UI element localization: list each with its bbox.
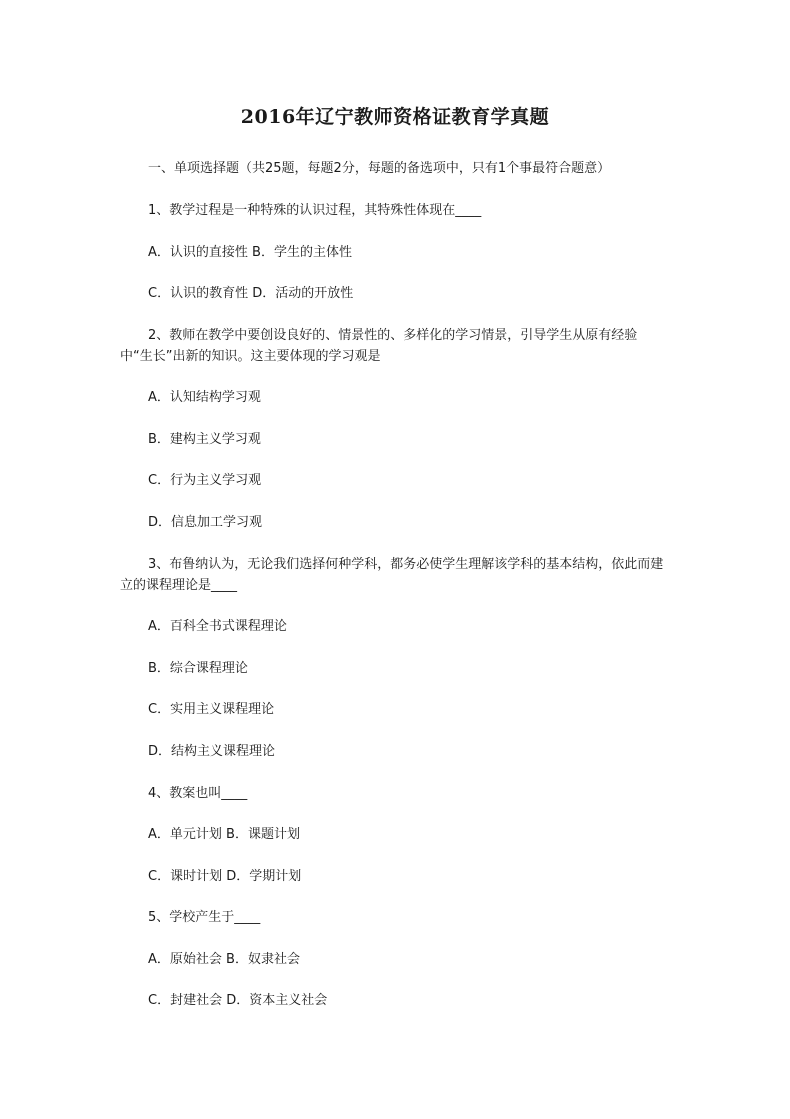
question-4-option-line-1: A．单元计划 B．课题计划 <box>148 827 300 842</box>
question-3-option-b: B．综合课程理论 <box>148 661 248 676</box>
question-4-stem: 4、教案也叫____ <box>148 786 248 801</box>
section-heading: 一、单项选择题（共25题，每题2分，每题的备选项中，只有1个事最符合题意） <box>148 161 611 176</box>
question-2-option-a: A．认知结构学习观 <box>148 390 261 405</box>
question-1-option-line-2: C．认识的教育性 D．活动的开放性 <box>148 286 354 301</box>
question-4-option-line-2: C．课时计划 D．学期计划 <box>148 869 302 884</box>
question-2-stem: 2、教师在教学中要创设良好的、情景性的、多样化的学习情景，引导学生从原有经验中“生长”出新的知识。这主要体现的学习观是 <box>120 328 638 364</box>
question-3-stem: 3、布鲁纳认为，无论我们选择何种学科，都务必使学生理解该学科的基本结构，依此而建立的课程理论是____ <box>120 557 664 593</box>
question-5-option-line-2: C．封建社会 D．资本主义社会 <box>148 993 328 1008</box>
question-3-option-d: D．结构主义课程理论 <box>148 744 276 759</box>
question-2-option-d: D．信息加工学习观 <box>148 515 263 530</box>
document-title: 2016年辽宁教师资格证教育学真题 <box>240 106 550 128</box>
question-3-option-c: C．实用主义课程理论 <box>148 702 275 717</box>
question-5-option-line-1: A．原始社会 B．奴隶社会 <box>148 952 300 967</box>
question-5-stem: 5、学校产生于____ <box>148 910 261 925</box>
question-1-stem: 1、教学过程是一种特殊的认识过程，其特殊性体现在____ <box>148 203 482 218</box>
question-2-option-c: C．行为主义学习观 <box>148 473 262 488</box>
question-3-option-a: A．百科全书式课程理论 <box>148 619 287 634</box>
question-1-option-line-1: A．认识的直接性 B．学生的主体性 <box>148 245 352 260</box>
question-2-option-b: B．建构主义学习观 <box>148 432 261 447</box>
